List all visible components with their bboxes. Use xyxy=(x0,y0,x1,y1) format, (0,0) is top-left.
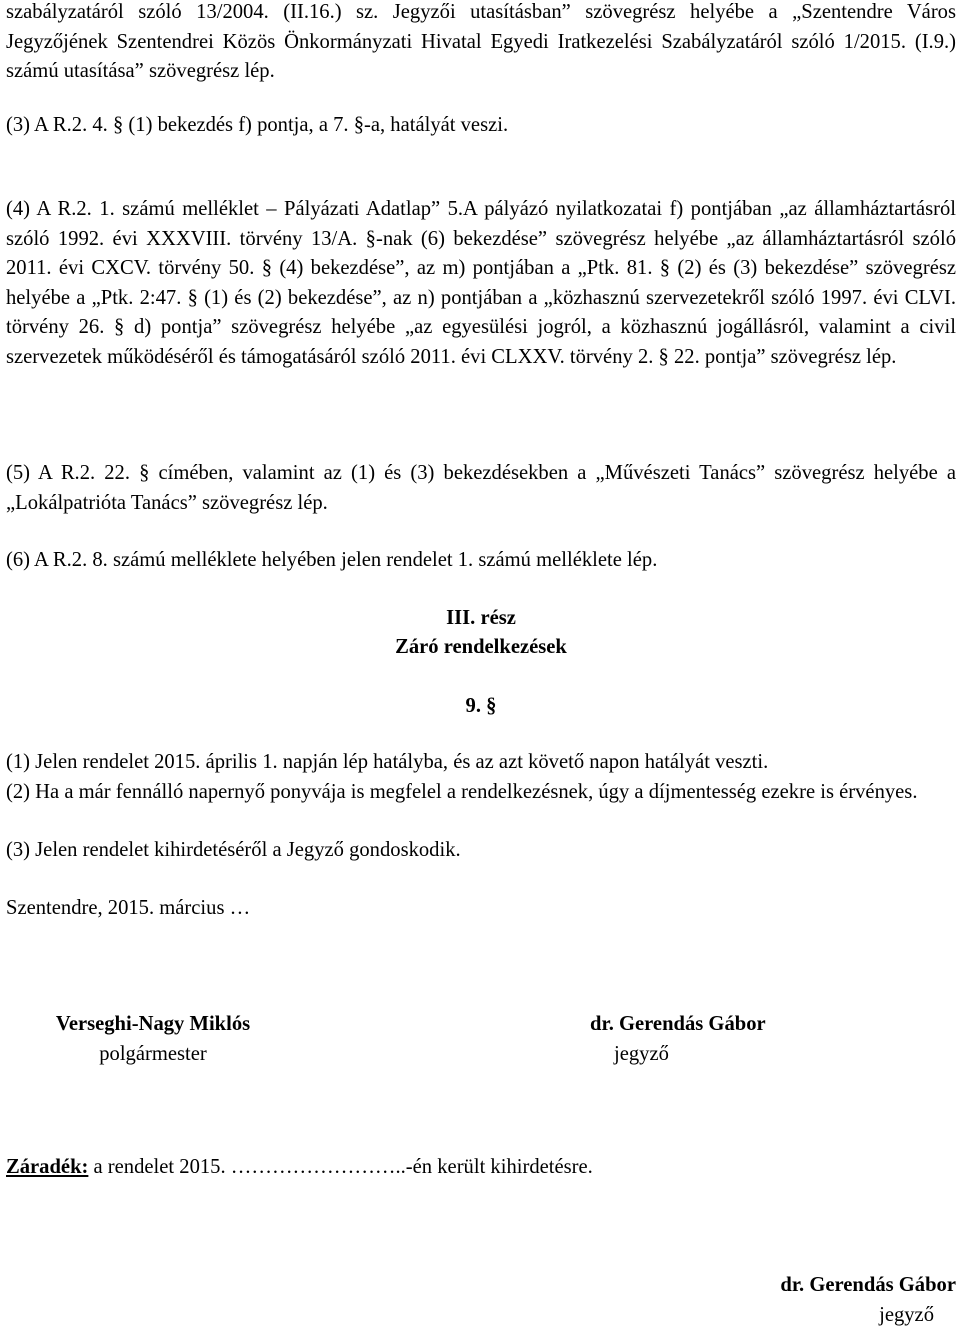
part-heading: III. rész xyxy=(446,607,516,629)
clause-label: Záradék: xyxy=(6,1156,89,1178)
signatory-name: dr. Gerendás Gábor xyxy=(590,1013,766,1035)
signatory-name: Verseghi-Nagy Miklós xyxy=(55,1013,251,1035)
paragraph-text: (1) Jelen rendelet 2015. április 1. napján lép hatályba, és az azt követő napon hatályát veszti. xyxy=(6,751,769,773)
signature-notary xyxy=(590,1010,860,1069)
signatory-title: polgármester xyxy=(99,1042,207,1065)
paragraph-text: (5) A R.2. 22. § címében, valamint az (1) és (3) bekezdésekben a „Művészeti Tanács” szövegrész helyébe a „Lokálpatrióta Tanács” szövegrész lép. xyxy=(6,462,956,514)
paragraph-text: (4) A R.2. 1. számú melléklet – Pályázati Adatlap” 5.A pályázó nyilatkozatai f) pontjában „az államháztartásról szóló 1992. évi XXXVIII. törvény 13/A. §-nak (6) bekezdése” szövegrész helyébe „az államháztartásról szóló 2011. évi CXCV. törvény 50. § (4) bekezdése”, az m) pontjában a „Ptk. 81. § (2) és (3) bekezdése” szövegrész helyébe a „Ptk. 2:47. § (1) és (2) bekezdése”, az n) pontjában a „közhasznú szervezetekről szóló 1997. évi CLVI. törvény 26. § d) pontja” szövegrész helyébe „az egyesülési jogról, a közhasznú jogállásról, valamint a civil szervezetek működéséről és támogatásáról szóló 2011. évi CLXXV. törvény 2. § 22. pontja” szövegrész lép. xyxy=(6,198,956,368)
signature-mayor xyxy=(18,1010,288,1069)
paragraph-4 xyxy=(6,195,956,372)
paragraph-number: 9. § xyxy=(465,695,497,717)
paragraph-text: (3) Jelen rendelet kihirdetéséről a Jegyző gondoskodik. xyxy=(6,839,461,861)
paragraph-text: szabályzatáról szóló 13/2004. (II.16.) sz. Jegyzői utasításban” szövegrész helyébe a „Szentendre Város Jegyzőjének Szentendrei Közös Önkormányzati Hivatal Egyedi Iratkezelési Szabályzatáról szóló 1/2015. (I.9.) számú utasítása” szövegrész lép. xyxy=(6,1,956,82)
signatory-title: jegyző xyxy=(614,1042,669,1065)
paragraph-2-continuation xyxy=(6,0,956,87)
final-provision-3 xyxy=(6,836,956,866)
signatory-title: jegyző xyxy=(879,1303,934,1326)
paragraph-text: (6) A R.2. 8. számú melléklete helyében jelen rendelet 1. számú melléklete lép. xyxy=(6,549,658,571)
bottom-signature xyxy=(706,1271,956,1330)
final-provision-1 xyxy=(6,748,956,778)
clause xyxy=(6,1153,956,1183)
paragraph-5 xyxy=(6,459,956,518)
paragraph-text: (2) Ha a már fennálló napernyő ponyvája is megfelel a rendelkezésnek, úgy a díjmentesség ezekre is érvényes. xyxy=(6,781,918,803)
signatory-name: dr. Gerendás Gábor xyxy=(780,1274,956,1296)
paragraph-3 xyxy=(6,111,956,141)
place-and-date: Szentendre, 2015. március … xyxy=(6,897,251,919)
clause-text: a rendelet 2015. ……………………..-én került kihirdetésre. xyxy=(88,1156,593,1178)
paragraph-6 xyxy=(6,546,956,576)
final-provision-2 xyxy=(6,778,956,808)
section-title: Záró rendelkezések xyxy=(395,636,567,658)
paragraph-text: (3) A R.2. 4. § (1) bekezdés f) pontja, a 7. §-a, hatályát veszi. xyxy=(6,114,509,136)
